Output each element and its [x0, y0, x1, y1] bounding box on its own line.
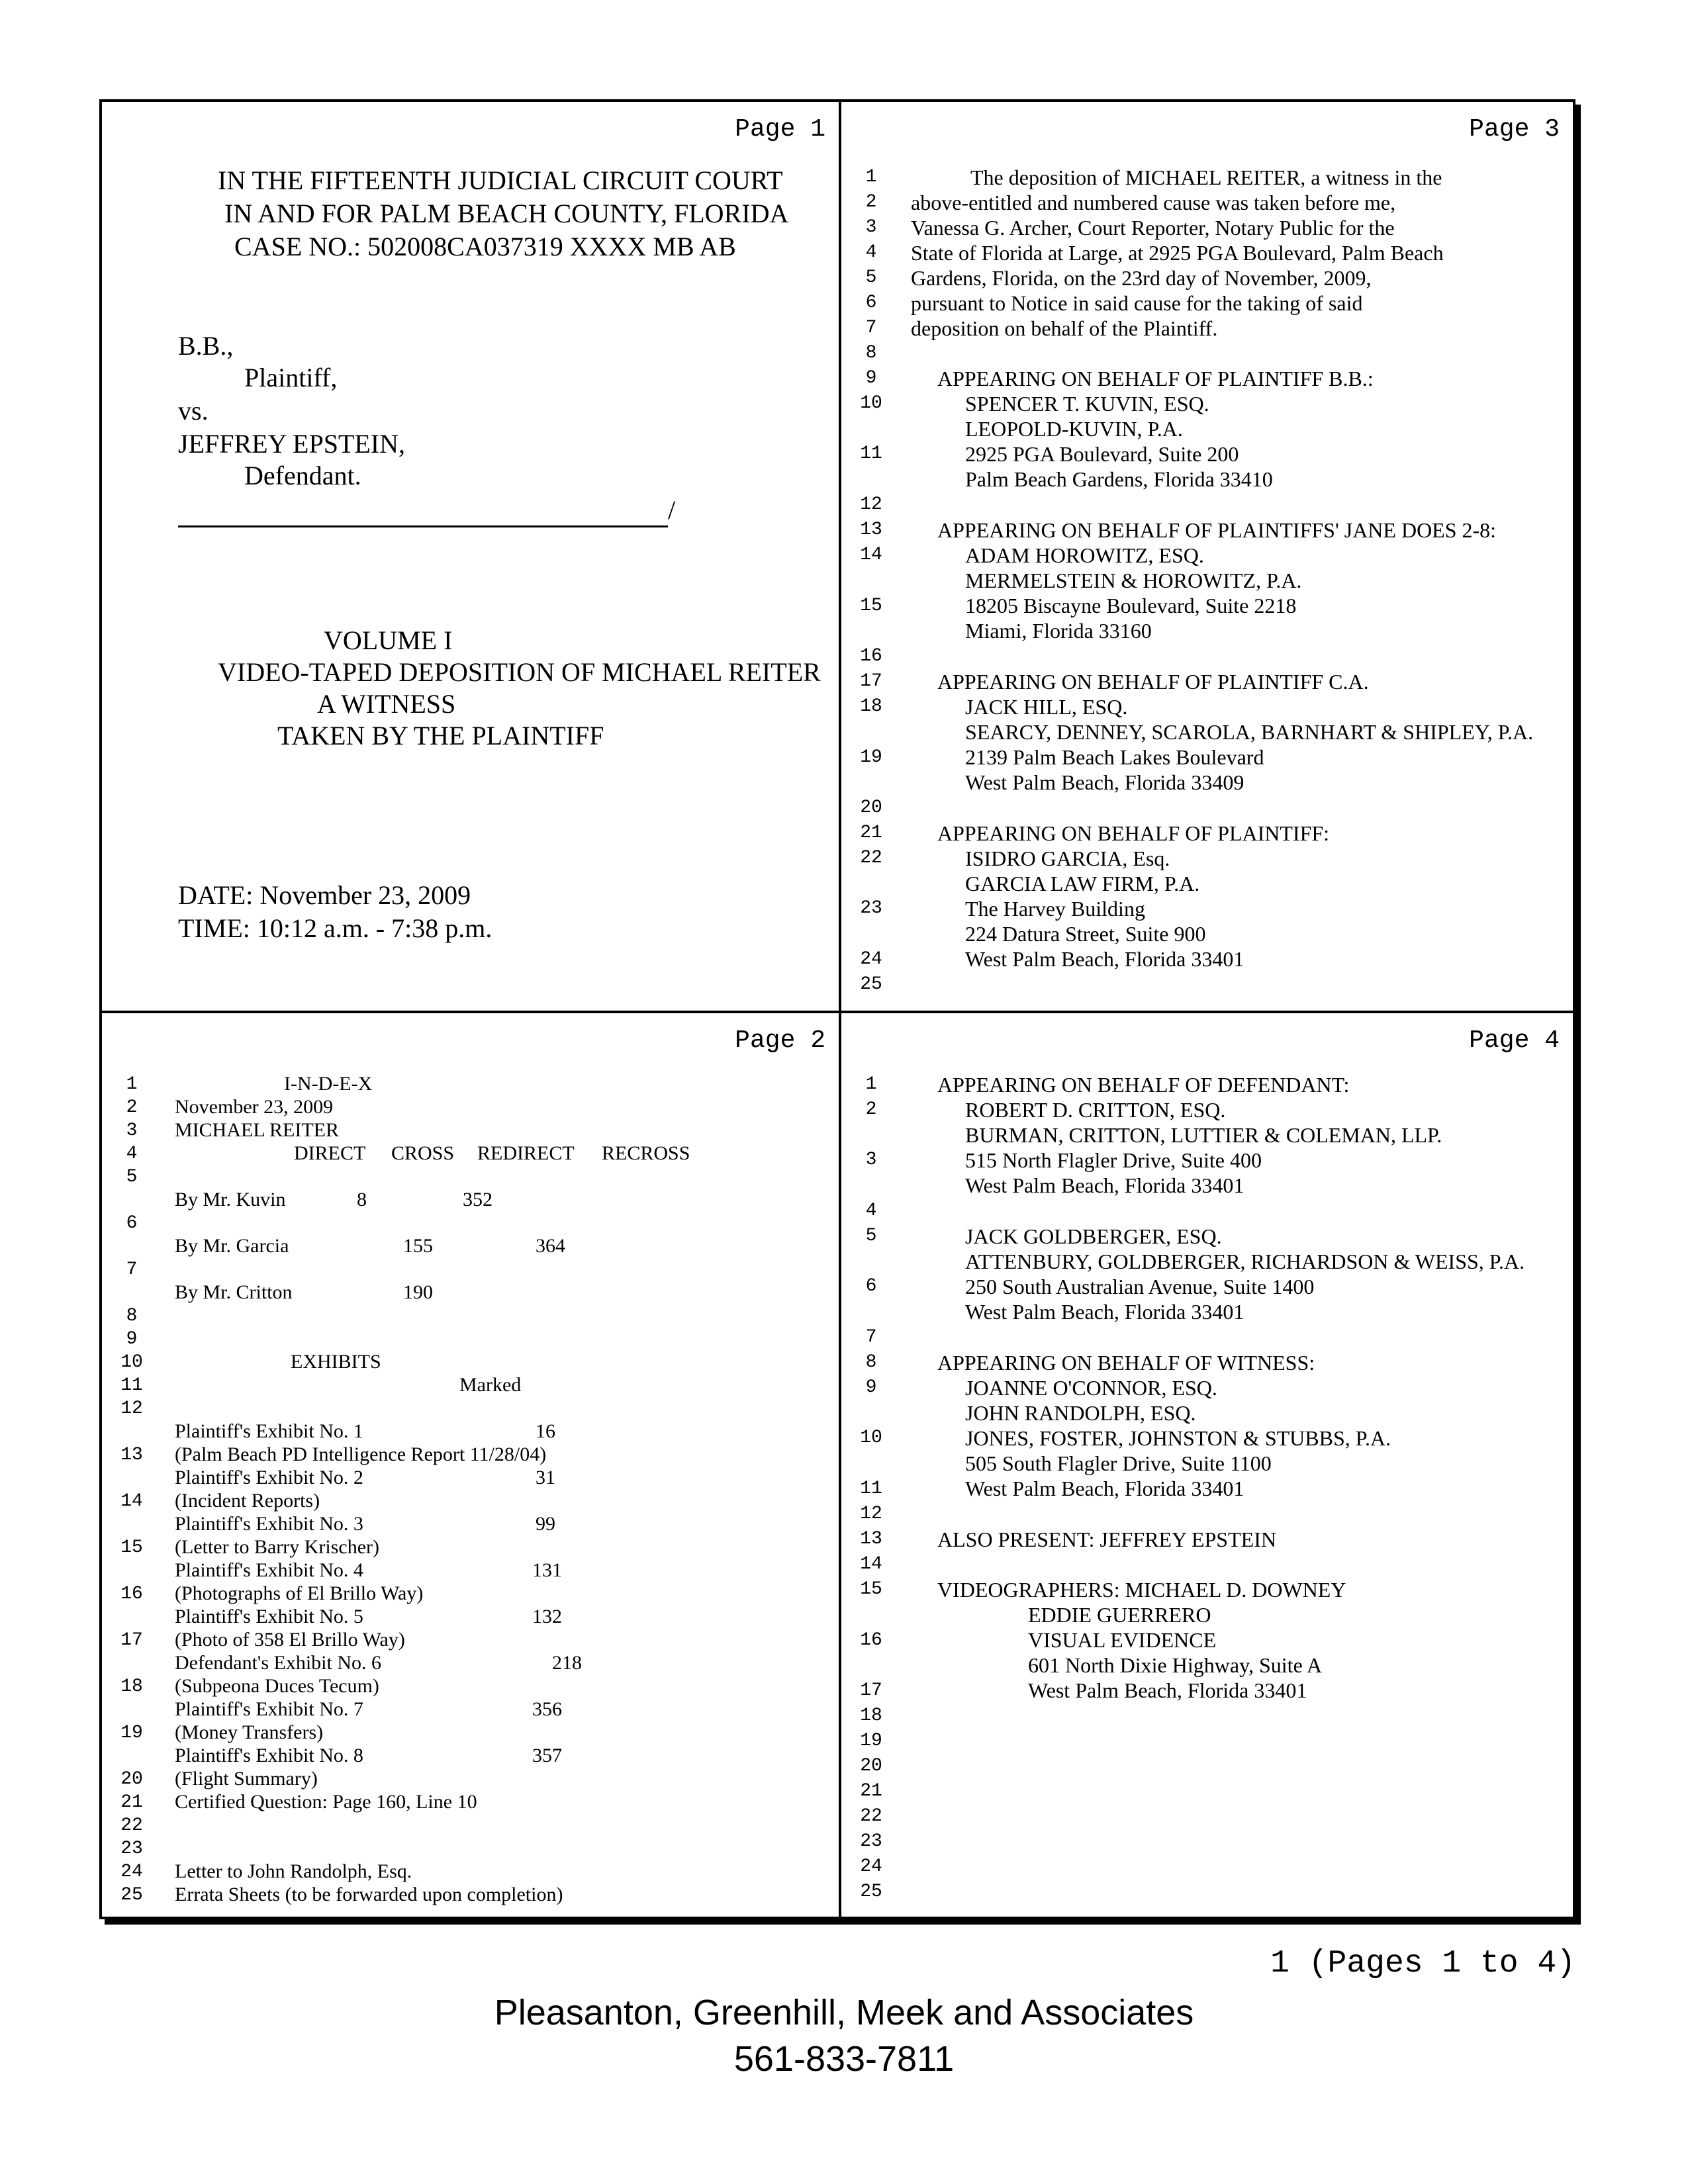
caption-underline	[178, 525, 668, 527]
line-number: 18	[120, 1676, 143, 1697]
appearance-line: SEARCY, DENNEY, SCAROLA, BARNHART & SHIPLEY, P.A.	[965, 720, 1534, 744]
line-number: 20	[860, 1756, 882, 1776]
appearance-line: West Palm Beach, Florida 33409	[965, 770, 1244, 794]
videographer-line: EDDIE GUERRERO	[1028, 1603, 1211, 1627]
defendant-line: West Palm Beach, Florida 33401	[965, 1173, 1244, 1197]
page-4-label: Page 4	[1469, 1026, 1560, 1055]
line-number: 8	[865, 1352, 877, 1373]
appearance-line: 2139 Palm Beach Lakes Boulevard	[965, 745, 1264, 769]
appearance-heading: APPEARING ON BEHALF OF PLAINTIFF:	[937, 821, 1330, 845]
line-number: 6	[126, 1213, 138, 1234]
exam-by: By Mr. Critton	[175, 1281, 293, 1303]
appearance-line: ISIDRO GARCIA, Esq.	[965, 846, 1170, 870]
index-date: November 23, 2009	[175, 1096, 334, 1118]
exhibit-name: Plaintiff's Exhibit No. 1	[175, 1420, 363, 1442]
exhibit-desc: (Flight Summary)	[175, 1768, 318, 1790]
volume-title: VOLUME I	[324, 625, 453, 655]
exhibit-name: Plaintiff's Exhibit No. 7	[175, 1698, 363, 1720]
appearance-line: 18205 Biscayne Boulevard, Suite 2218	[965, 594, 1297, 617]
line-number: 21	[120, 1792, 143, 1813]
line-number: 13	[860, 520, 882, 540]
column-redirect: REDIRECT	[477, 1142, 575, 1164]
appearance-line: West Palm Beach, Florida 33401	[965, 947, 1244, 971]
exhibit-desc: (Palm Beach PD Intelligence Report 11/28/04)	[175, 1443, 547, 1465]
line-number: 10	[120, 1352, 143, 1373]
line-number: 24	[860, 1856, 882, 1877]
line-number: 14	[120, 1491, 143, 1512]
exhibit-page: 31	[536, 1467, 555, 1488]
exhibit-page: 16	[536, 1420, 555, 1442]
witness-line: JONES, FOSTER, JOHNSTON & STUBBS, P.A.	[965, 1426, 1391, 1450]
deposition-title: VIDEO-TAPED DEPOSITION OF MICHAEL REITER	[218, 657, 821, 687]
column-direct: DIRECT	[294, 1142, 366, 1164]
line-number: 17	[120, 1630, 143, 1651]
line-number: 14	[860, 545, 882, 565]
line-number: 13	[120, 1445, 143, 1465]
goldberger-line: JACK GOLDBERGER, ESQ.	[965, 1224, 1222, 1248]
line-number: 20	[860, 797, 882, 818]
line-number: 24	[860, 949, 882, 970]
defendant-heading: APPEARING ON BEHALF OF DEFENDANT:	[937, 1073, 1350, 1097]
appearance-line: Palm Beach Gardens, Florida 33410	[965, 467, 1273, 491]
page-2-label: Page 2	[735, 1026, 825, 1055]
line-number: 10	[860, 393, 882, 414]
appearance-line: The Harvey Building	[965, 897, 1145, 921]
line-number: 22	[860, 848, 882, 868]
page-3-panel	[841, 102, 1573, 1011]
appearance-line: MERMELSTEIN & HOROWITZ, P.A.	[965, 569, 1302, 592]
line-number: 3	[865, 217, 877, 238]
line-number: 15	[860, 596, 882, 616]
court-line-1: IN THE FIFTEENTH JUDICIAL CIRCUIT COURT	[218, 165, 783, 195]
goldberger-line: West Palm Beach, Florida 33401	[965, 1300, 1244, 1324]
line-number: 7	[865, 318, 877, 338]
witness-line: JOHN RANDOLPH, ESQ.	[965, 1401, 1196, 1425]
defendant-line: BURMAN, CRITTON, LUTTIER & COLEMAN, LLP.	[965, 1123, 1442, 1147]
page-2-panel	[102, 1013, 839, 1917]
line-number: 13	[860, 1529, 882, 1549]
appearance-line: LEOPOLD-KUVIN, P.A.	[965, 417, 1183, 441]
witness-title: A WITNESS	[317, 689, 456, 719]
videographer-line: 601 North Dixie Highway, Suite A	[1028, 1653, 1323, 1677]
appearance-heading: APPEARING ON BEHALF OF PLAINTIFF C.A.	[937, 670, 1369, 694]
line-number: 22	[860, 1806, 882, 1827]
defendant-name: JEFFREY EPSTEIN,	[178, 429, 406, 459]
exhibit-page: 131	[532, 1559, 562, 1581]
line-number: 7	[126, 1259, 138, 1280]
exhibit-page: 357	[532, 1745, 562, 1766]
line-number: 19	[120, 1723, 143, 1743]
line-number: 23	[860, 1831, 882, 1852]
sheet-shadow-bottom	[105, 1919, 1581, 1925]
deposition-date: DATE: November 23, 2009	[178, 880, 471, 910]
deposition-time: TIME: 10:12 a.m. - 7:38 p.m.	[178, 913, 492, 943]
defendant-line: ROBERT D. CRITTON, ESQ.	[965, 1098, 1226, 1122]
appearance-line: 2925 PGA Boulevard, Suite 200	[965, 442, 1239, 466]
witness-heading: APPEARING ON BEHALF OF WITNESS:	[937, 1351, 1315, 1375]
exhibit-desc: (Incident Reports)	[175, 1490, 320, 1512]
versus: vs.	[178, 396, 209, 426]
line-number: 16	[860, 1630, 882, 1651]
line-number: 3	[126, 1120, 138, 1141]
exhibit-name: Plaintiff's Exhibit No. 5	[175, 1606, 363, 1627]
line-number: 9	[865, 1377, 877, 1398]
exhibits-title: EXHIBITS	[291, 1351, 381, 1373]
intro-line: Vanessa G. Archer, Court Reporter, Notary Public for the	[911, 216, 1395, 240]
line-number: 5	[865, 267, 877, 288]
index-title: I-N-D-E-X	[284, 1073, 373, 1095]
line-number: 14	[860, 1554, 882, 1574]
witness-line: 505 South Flagler Drive, Suite 1100	[965, 1451, 1272, 1475]
exhibit-name: Plaintiff's Exhibit No. 8	[175, 1745, 363, 1766]
line-number: 19	[860, 1731, 882, 1751]
exhibit-name: Plaintiff's Exhibit No. 3	[175, 1513, 363, 1535]
plaintiff-name: B.B.,	[178, 331, 234, 361]
appearance-line: SPENCER T. KUVIN, ESQ.	[965, 392, 1209, 416]
line-number: 25	[860, 1882, 882, 1902]
line-number: 2	[865, 1099, 877, 1120]
line-number: 16	[860, 646, 882, 666]
line-number: 24	[120, 1862, 143, 1882]
line-number: 22	[120, 1815, 143, 1836]
line-number: 5	[126, 1167, 138, 1187]
line-number: 4	[865, 1201, 877, 1221]
index-witness: MICHAEL REITER	[175, 1119, 340, 1141]
exhibit-page: 99	[536, 1513, 555, 1535]
witness-line: West Palm Beach, Florida 33401	[965, 1477, 1244, 1500]
line-number: 5	[865, 1226, 877, 1246]
line-number: 25	[120, 1885, 143, 1905]
intro-line: above-entitled and numbered cause was taken before me,	[911, 191, 1396, 214]
line-number: 12	[860, 494, 882, 515]
plaintiff-role: Plaintiff,	[244, 363, 338, 392]
line-number: 21	[860, 823, 882, 843]
videographer-line: West Palm Beach, Florida 33401	[1028, 1678, 1307, 1702]
intro-line: State of Florida at Large, at 2925 PGA Boulevard, Palm Beach	[911, 241, 1444, 265]
marked-header: Marked	[459, 1374, 522, 1396]
line-number: 18	[860, 1706, 882, 1726]
line-number: 21	[860, 1781, 882, 1801]
line-number: 18	[860, 696, 882, 717]
line-number: 11	[860, 1479, 882, 1499]
page-1-panel	[102, 102, 839, 1011]
line-number: 23	[860, 898, 882, 919]
exam-direct-page: 8	[357, 1189, 367, 1210]
line-number: 15	[120, 1537, 143, 1558]
exhibit-desc: (Letter to Barry Krischer)	[175, 1536, 380, 1558]
taken-by-title: TAKEN BY THE PLAINTIFF	[277, 721, 604, 751]
exam-by: By Mr. Garcia	[175, 1235, 289, 1257]
goldberger-line: ATTENBURY, GOLDBERGER, RICHARDSON & WEISS, P.A.	[965, 1250, 1525, 1273]
case-number: CASE NO.: 502008CA037319 XXXX MB AB	[234, 232, 736, 261]
line-number: 11	[120, 1375, 143, 1396]
page-4-panel	[841, 1013, 1573, 1917]
errata-line: Errata Sheets (to be forwarded upon completion)	[175, 1884, 563, 1905]
exhibit-desc: (Money Transfers)	[175, 1721, 324, 1743]
exhibit-page: 356	[532, 1698, 562, 1720]
exam-by: By Mr. Kuvin	[175, 1189, 286, 1210]
goldberger-line: 250 South Australian Avenue, Suite 1400	[965, 1275, 1315, 1298]
line-number: 6	[865, 293, 877, 313]
exhibit-name: Defendant's Exhibit No. 6	[175, 1652, 382, 1674]
exhibit-desc: (Photo of 358 El Brillo Way)	[175, 1629, 405, 1651]
exhibit-name: Plaintiff's Exhibit No. 4	[175, 1559, 363, 1581]
line-number: 12	[120, 1398, 143, 1419]
line-number: 4	[865, 242, 877, 263]
exhibit-desc: (Subpeona Duces Tecum)	[175, 1675, 379, 1697]
intro-line: The deposition of MICHAEL REITER, a witness in the	[970, 165, 1442, 189]
line-number: 15	[860, 1579, 882, 1600]
line-number: 7	[865, 1327, 877, 1347]
exam-cross-page: 155	[403, 1235, 433, 1257]
line-number: 17	[860, 671, 882, 692]
line-number: 10	[860, 1428, 882, 1448]
witness-line: JOANNE O'CONNOR, ESQ.	[965, 1376, 1217, 1400]
intro-line: deposition on behalf of the Plaintiff.	[911, 316, 1218, 340]
line-number: 12	[860, 1504, 882, 1524]
line-number: 1	[865, 167, 877, 187]
intro-line: pursuant to Notice in said cause for the taking of said	[911, 291, 1363, 315]
line-number: 8	[865, 343, 877, 363]
also-present: ALSO PRESENT: JEFFREY EPSTEIN	[937, 1527, 1276, 1551]
page-1-label: Page 1	[735, 115, 825, 144]
line-number: 23	[120, 1839, 143, 1859]
transcript-sheet	[99, 99, 1575, 1919]
line-number: 8	[126, 1306, 138, 1326]
caption-slash: /	[668, 495, 676, 525]
line-number: 11	[860, 443, 882, 464]
line-number: 16	[120, 1584, 143, 1604]
reporting-firm: Pleasanton, Greenhill, Meek and Associates	[494, 1993, 1194, 2032]
line-number: 3	[865, 1150, 877, 1170]
defendant-role: Defendant.	[244, 461, 361, 490]
appearance-line: ADAM HOROWITZ, ESQ.	[965, 543, 1204, 567]
court-line-2: IN AND FOR PALM BEACH COUNTY, FLORIDA	[224, 199, 789, 228]
exhibit-desc: (Photographs of El Brillo Way)	[175, 1582, 424, 1604]
appearance-heading: APPEARING ON BEHALF OF PLAINTIFFS' JANE DOES 2-8:	[937, 518, 1497, 542]
appearance-line: GARCIA LAW FIRM, P.A.	[965, 872, 1200, 895]
line-number: 9	[126, 1329, 138, 1349]
column-cross: CROSS	[391, 1142, 455, 1164]
exhibit-name: Plaintiff's Exhibit No. 2	[175, 1467, 363, 1488]
exhibit-page: 218	[552, 1652, 582, 1674]
column-recross: RECROSS	[602, 1142, 690, 1164]
videographers-heading: VIDEOGRAPHERS: MICHAEL D. DOWNEY	[937, 1578, 1346, 1602]
page-range: 1 (Pages 1 to 4)	[1270, 1946, 1575, 1981]
videographer-line: VISUAL EVIDENCE	[1028, 1628, 1217, 1652]
intro-line: Gardens, Florida, on the 23rd day of November, 2009,	[911, 266, 1372, 290]
line-number: 4	[126, 1144, 138, 1164]
appearance-line: JACK HILL, ESQ.	[965, 695, 1128, 719]
line-number: 20	[120, 1769, 143, 1790]
line-number: 19	[860, 747, 882, 768]
line-number: 25	[860, 974, 882, 995]
line-number: 1	[126, 1074, 138, 1095]
line-number: 9	[865, 368, 877, 388]
defendant-line: 515 North Flagler Drive, Suite 400	[965, 1148, 1262, 1172]
letter-line: Letter to John Randolph, Esq.	[175, 1860, 412, 1882]
certified-question: Certified Question: Page 160, Line 10	[175, 1791, 477, 1813]
line-number: 6	[865, 1276, 877, 1297]
page-3-label: Page 3	[1469, 115, 1560, 144]
exam-redirect-page: 352	[463, 1189, 492, 1210]
line-number: 2	[865, 192, 877, 212]
exam-recross-page: 364	[536, 1235, 565, 1257]
firm-phone: 561-833-7811	[733, 2039, 955, 2079]
exhibit-page: 132	[532, 1606, 562, 1627]
appearance-line: Miami, Florida 33160	[965, 619, 1152, 643]
exam-cross-page: 190	[403, 1281, 433, 1303]
line-number: 2	[126, 1097, 138, 1118]
sheet-shadow-right	[1575, 105, 1581, 1925]
line-number: 1	[865, 1074, 877, 1095]
appearance-line: 224 Datura Street, Suite 900	[965, 922, 1206, 946]
line-number: 17	[860, 1680, 882, 1701]
appearance-heading: APPEARING ON BEHALF OF PLAINTIFF B.B.:	[937, 367, 1374, 390]
